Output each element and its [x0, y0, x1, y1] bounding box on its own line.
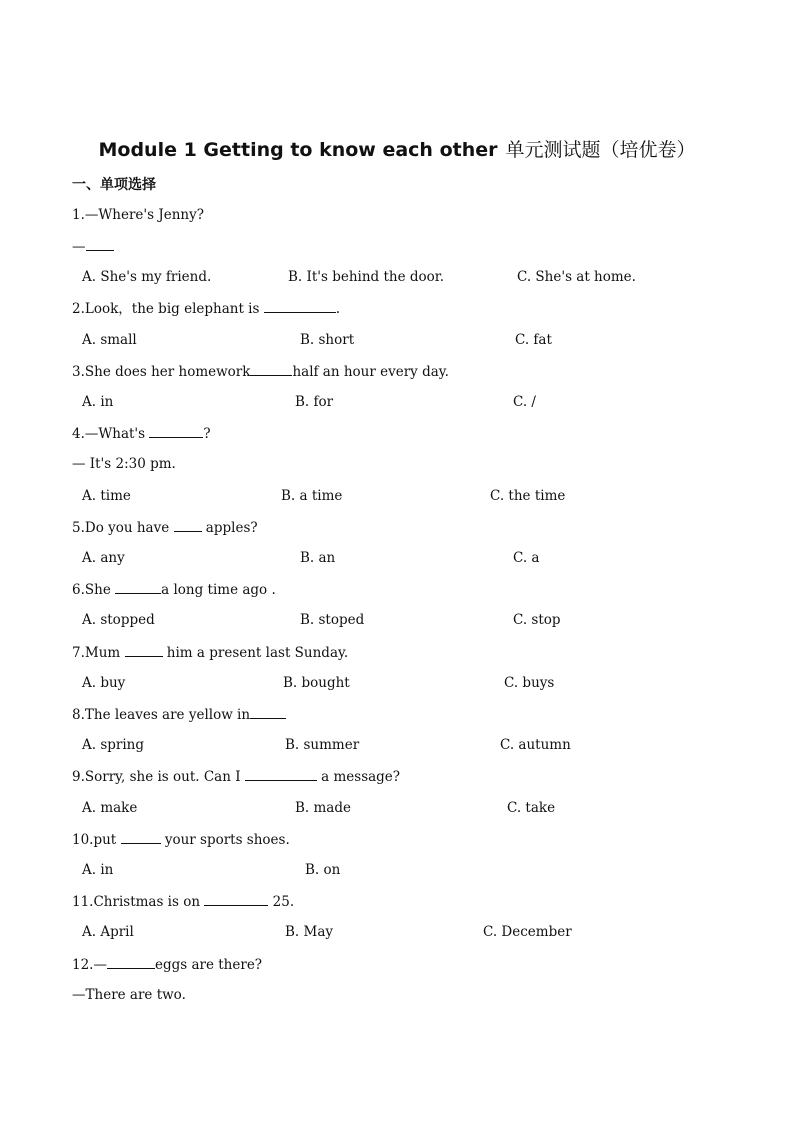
question-2-option-b[interactable]: B. short	[300, 332, 355, 348]
question-9-option-b[interactable]: B. made	[295, 800, 351, 816]
question-11-stem: 11.Christmas is on 25.	[72, 894, 295, 910]
question-9-option-a[interactable]: A. make	[82, 800, 138, 816]
question-1-answer-line: —	[72, 237, 114, 256]
question-4-option-c[interactable]: C. the time	[490, 488, 566, 504]
question-8-option-a[interactable]: A. spring	[82, 737, 145, 753]
answer-blank[interactable]	[107, 955, 155, 969]
question-3-option-c[interactable]: C. /	[513, 394, 536, 410]
answer-blank[interactable]	[204, 892, 268, 906]
question-6-stem: 6.She a long time ago .	[72, 582, 276, 598]
question-7-option-c[interactable]: C. buys	[504, 675, 555, 691]
question-2-stem: 2.Look，the big elephant is .	[72, 301, 340, 317]
answer-blank[interactable]	[174, 518, 202, 532]
question-8-option-c[interactable]: C. autumn	[500, 737, 571, 753]
question-7-option-a[interactable]: A. buy	[82, 675, 126, 691]
question-12-stem: 12.— eggs are there?	[72, 957, 263, 973]
question-2-option-c[interactable]: C. fat	[515, 332, 552, 348]
question-7-stem: 7.Mum him a present last Sunday.	[72, 645, 349, 661]
question-3-option-a[interactable]: A. in	[82, 394, 114, 410]
answer-blank[interactable]	[250, 705, 286, 719]
question-10-stem: 10.put your sports shoes.	[72, 832, 290, 848]
question-12-reply: —There are two.	[72, 987, 186, 1003]
question-5-option-c[interactable]: C. a	[513, 550, 540, 566]
question-5-option-a[interactable]: A. any	[82, 550, 125, 566]
title-english: Module 1 Getting to know each other	[98, 139, 498, 161]
answer-blank[interactable]	[250, 362, 292, 376]
question-11-option-b[interactable]: B. May	[285, 924, 334, 940]
question-1-option-c[interactable]: C. She's at home.	[517, 269, 636, 285]
title-chinese: 单元测试题（培优卷）	[505, 139, 696, 161]
question-8-stem: 8.The leaves are yellow in	[72, 705, 286, 724]
question-11-option-c[interactable]: C. December	[483, 924, 572, 940]
page-title	[0, 135, 794, 162]
question-4-option-a[interactable]: A. time	[82, 488, 131, 504]
question-3-option-b[interactable]: B. for	[295, 394, 334, 410]
question-5-stem: 5.Do you have apples?	[72, 520, 258, 536]
question-6-option-a[interactable]: A. stopped	[82, 612, 155, 628]
question-9-stem: 9.Sorry, she is out. Can I a message?	[72, 769, 401, 785]
question-1-option-a[interactable]: A. She's my friend.	[82, 269, 212, 285]
question-8-option-b[interactable]: B. summer	[285, 737, 360, 753]
answer-blank[interactable]	[149, 424, 203, 438]
question-9-option-c[interactable]: C. take	[507, 800, 556, 816]
question-1-stem: 1.—Where's Jenny?	[72, 207, 204, 223]
question-2-option-a[interactable]: A. small	[82, 332, 137, 348]
section-heading: 一、单项选择	[72, 177, 156, 193]
question-11-option-a[interactable]: A. April	[82, 924, 134, 940]
answer-blank[interactable]	[121, 830, 161, 844]
question-10-option-a[interactable]: A. in	[82, 862, 114, 878]
question-4-reply: — It's 2:30 pm.	[72, 456, 176, 472]
answer-blank[interactable]	[115, 580, 161, 594]
answer-blank[interactable]	[86, 237, 114, 251]
question-1-option-b[interactable]: B. It's behind the door.	[288, 269, 445, 285]
answer-blank[interactable]	[245, 767, 317, 781]
question-4-stem: 4.—What's ?	[72, 426, 211, 442]
question-6-option-c[interactable]: C. stop	[513, 612, 561, 628]
question-10-option-b[interactable]: B. on	[305, 862, 341, 878]
question-7-option-b[interactable]: B. bought	[283, 675, 350, 691]
question-5-option-b[interactable]: B. an	[300, 550, 336, 566]
answer-blank[interactable]	[264, 299, 336, 313]
question-4-option-b[interactable]: B. a time	[281, 488, 343, 504]
answer-blank[interactable]	[125, 643, 163, 657]
question-3-stem: 3.She does her homework half an hour every day.	[72, 364, 449, 380]
question-6-option-b[interactable]: B. stoped	[300, 612, 365, 628]
